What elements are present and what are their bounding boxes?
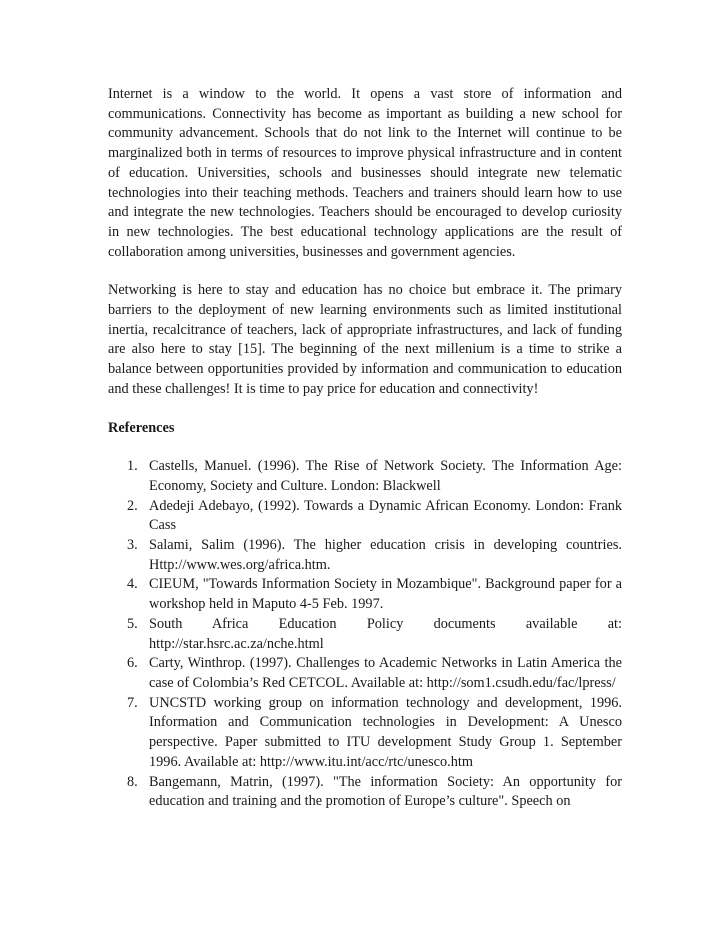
reference-item xyxy=(108,773,622,812)
reference-number: 4. xyxy=(127,576,138,593)
document-page xyxy=(108,85,622,812)
reference-text: Castells, Manuel. (1996). The Rise of Network Society. The Information Age: Economy, Society and Culture. London: Blackwell xyxy=(149,458,622,494)
reference-text: CIEUM, "Towards Information Society in Mozambique". Background paper for a workshop held in Maputo 4-5 Feb. 1997. xyxy=(149,576,622,613)
reference-item xyxy=(108,536,622,575)
references-heading: References xyxy=(108,419,175,436)
reference-text: Adedeji Adebayo, (1992). Towards a Dynamic African Economy. London: Frank Cass xyxy=(149,497,622,534)
reference-item xyxy=(108,457,622,496)
reference-item xyxy=(108,575,622,614)
reference-item xyxy=(108,497,622,536)
reference-text: UNCSTD working group on information technology and development, 1996. Information and Communication technologies in Development: A Unesco perspective. Paper submitted to ITU development Study Group 1. September 1996. Available at: http://www.itu.int/acc/rtc/unesco.htm xyxy=(149,694,622,770)
reference-number: 6. xyxy=(127,655,138,672)
reference-text: Carty, Winthrop. (1997). Challenges to Academic Networks in Latin America the case of Colombia’s Red CETCOL. Available at: http://som1.csudh.edu/fac/lpress/ xyxy=(149,655,622,691)
body-paragraph-2: Networking is here to stay and education has no choice but embrace it. The primary barriers to the deployment of new learning environments such as limited institutional inertia, recalcitrance of teachers, lack of appropriate infrastructures, and lack of funding are also here to stay [15]. The beginning of the next millenium is a time to strike a balance between opportunities provided by information and communication to education and these challenges! It is time to pay price for education and connectivity! xyxy=(108,282,622,397)
body-paragraph-1: Internet is a window to the world. It opens a vast store of information and communications. Connectivity has become as important as building a new school for community advancement. Schools that do not link to the Internet will continue to be marginalized both in terms of resources to improve physical infrastructure and in content of education. Universities, schools and businesses should integrate new telematic technologies into their teaching methods. Teachers and trainers should learn how to use and integrate the new technologies. Teachers should be encouraged to develop curiosity in new technologies. The best educational technology applications are the result of collaboration among universities, businesses and government agencies. xyxy=(108,86,622,260)
references-list xyxy=(108,457,622,812)
reference-text: Bangemann, Matrin, (1997). "The information Society: An opportunity for education and training and the promotion of Europe’s culture". Speech on xyxy=(149,773,622,810)
reference-number: 5. xyxy=(127,615,138,632)
reference-number: 3. xyxy=(127,537,138,554)
reference-text: Salami, Salim (1996). The higher education crisis in developing countries. Http://www.wes.org/africa.htm. xyxy=(149,537,622,573)
reference-number: 2. xyxy=(127,497,138,514)
reference-item xyxy=(108,615,622,654)
reference-number: 8. xyxy=(127,773,138,790)
reference-item xyxy=(108,654,622,693)
reference-item xyxy=(108,694,622,773)
reference-number: 1. xyxy=(127,458,138,475)
reference-text: South Africa Education Policy documents available at: http://star.hsrc.ac.za/nche.html xyxy=(149,615,622,652)
reference-number: 7. xyxy=(127,694,138,711)
